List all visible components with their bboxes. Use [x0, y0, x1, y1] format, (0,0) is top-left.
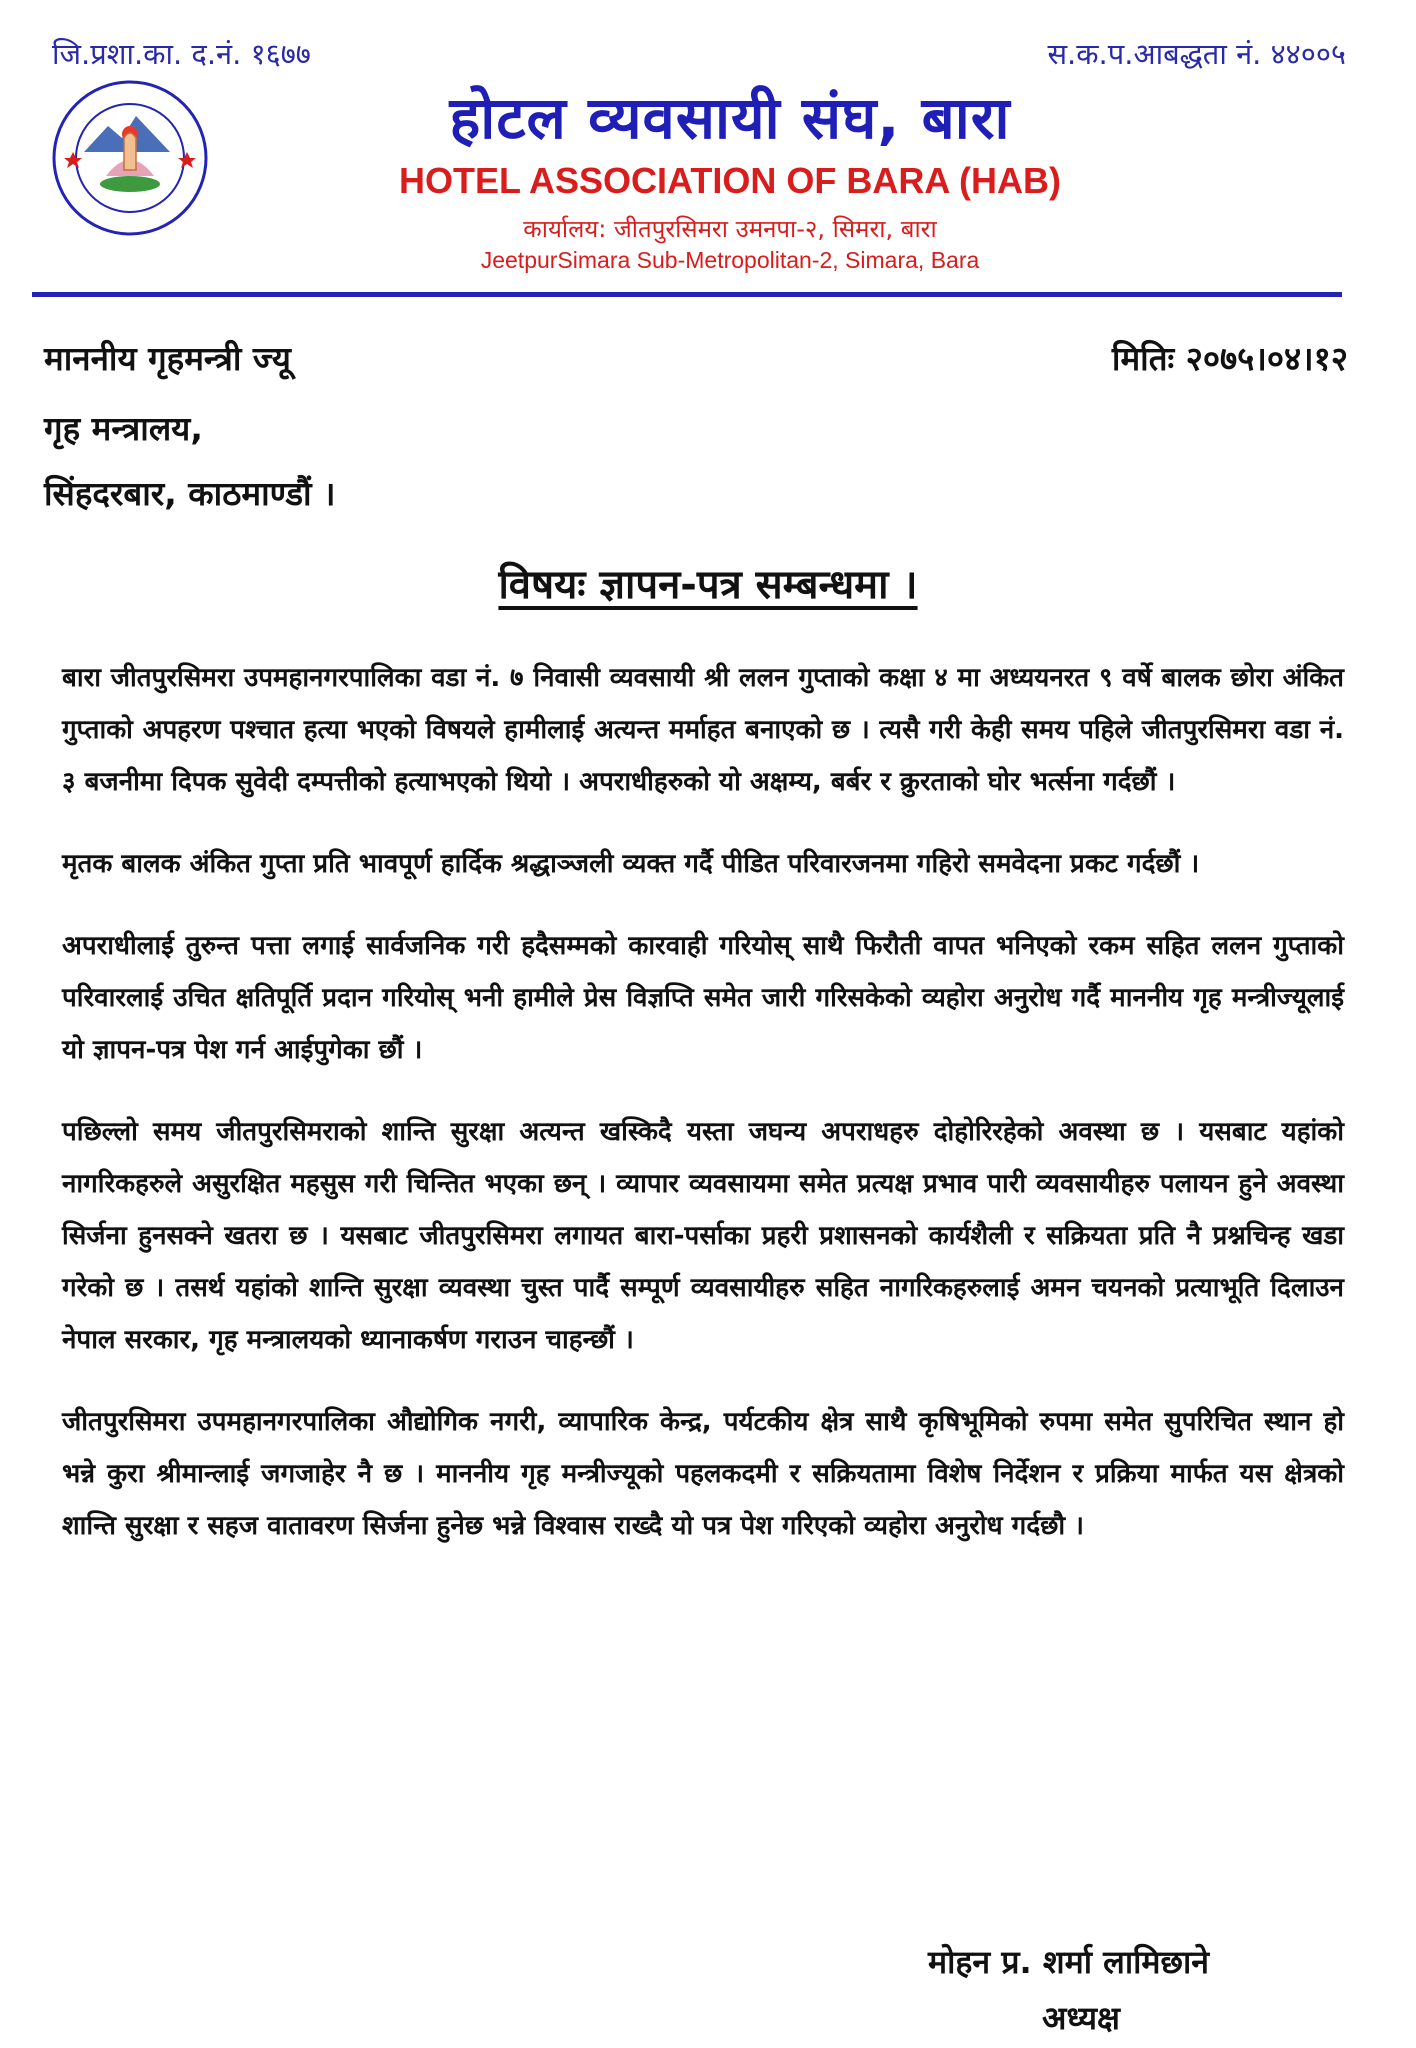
- letter-body: [62, 652, 1344, 1582]
- signatory-title: अध्यक्ष: [1042, 1999, 1120, 2037]
- registration-number: जि.प्रशा.का. द.नं. १६७७: [52, 37, 311, 71]
- office-address-nepali: कार्यालय: जीतपुरसिमरा उमनपा-२, सिमरा, बारा: [523, 215, 937, 243]
- recipient-line-1: माननीय गृहमन्त्री ज्यू: [44, 339, 291, 378]
- association-logo: [50, 78, 210, 238]
- subject-text: विषयः ज्ञापन-पत्र सम्बन्धमा ।: [498, 562, 918, 608]
- body-paragraph-4: पछिल्लो समय जीतपुरसिमराको शान्ति सुरक्षा अत्यन्त खस्किदै यस्ता जघन्य अपराधहरु दोहोरिरहेको अवस्था छ । यसबाट यहांको नागरिकहरुले असुरक्षित महसुस गरी चिन्तित भएका छन् । व्यापार व्यवसायमा समेत प्रत्यक्ष प्रभाव पारी व्यवसायीहरु पलायन हुने अवस्था सिर्जना हुनसक्ने खतरा छ । यसबाट जीतपुरसिमरा लगायत बारा-पर्साका प्रहरी प्रशासनको कार्यशैली र सक्रियता प्रति नै प्रश्नचिन्ह खडा गरेको छ । तसर्थ यहांको शान्ति सुरक्षा व्यवस्था चुस्त पार्दै सम्पूर्ण व्यवसायीहरु सहित नागरिकहरुलाई अमन चयनको प्रत्याभूति दिलाउन नेपाल सरकार, गृह मन्त्रालयको ध्यानाकर्षण गराउन चाहन्छौं ।: [62, 1117, 1344, 1355]
- body-paragraph-1: बारा जीतपुरसिमरा उपमहानगरपालिका वडा नं. ७ निवासी व्यवसायी श्री ललन गुप्ताको कक्षा ४ मा अध्ययनरत ९ वर्षे बालक छोरा अंकित गुप्ताको अपहरण पश्चात हत्या भएको विषयले हामीलाई अत्यन्त मर्माहत बनाएको छ । त्यसै गरी केही समय पहिले जीतपुरसिमरा वडा नं. ३ बजनीमा दिपक सुवेदी दम्पत्तीको हत्याभएको थियो । अपराधीहरुको यो अक्षम्य, बर्बर र क्रुरताको घोर भर्त्सना गर्दछौं ।: [62, 663, 1344, 797]
- recipient-line-2: गृह मन्त्रालय,: [44, 409, 203, 448]
- body-paragraph-2: मृतक बालक अंकित गुप्ता प्रति भावपूर्ण हार्दिक श्रद्धाञ्जली व्यक्त गर्दै पीडित परिवारजनमा गहिरो समवेदना प्रकट गर्दछौं ।: [62, 849, 1200, 879]
- body-paragraph-3: अपराधीलाई तुरुन्त पत्ता लगाई सार्वजनिक गरी हदैसम्मको कारवाही गरियोस् साथै फिरौती वापत भनिएको रकम सहित ललन गुप्ताको परिवारलाई उचित क्षतिपूर्ति प्रदान गरियोस् भनी हामीले प्रेस विज्ञप्ति समेत जारी गरिसकेको व्यहोरा अनुरोध गर्दै माननीय गृह मन्त्रीज्यूलाई यो ज्ञापन-पत्र पेश गर्न आईपुगेका छौं ।: [62, 931, 1344, 1065]
- recipient-line-3: सिंहदरबार, काठमाण्डौं ।: [44, 474, 336, 513]
- org-name-english: HOTEL ASSOCIATION OF BARA (HAB): [399, 160, 1061, 201]
- header-divider: [32, 292, 1342, 297]
- org-name-nepali: होटल व्यवसायी संघ, बारा: [449, 84, 1011, 152]
- body-paragraph-5: जीतपुरसिमरा उपमहानगरपालिका औद्योगिक नगरी, व्यापारिक केन्द्र, पर्यटकीय क्षेत्र साथै कृषिभूमिको रुपमा समेत सुपरिचित स्थान हो भन्ने कुरा श्रीमान्लाई जगजाहेर नै छ । माननीय गृह मन्त्रीज्यूको पहलकदमी र सक्रियतामा विशेष निर्देशन र प्रक्रिया मार्फत यस क्षेत्रको शान्ति सुरक्षा र सहज वातावरण सिर्जना हुनेछ भन्ने विश्वास राख्दै यो पत्र पेश गरिएको व्यहोरा अनुरोध गर्दछौ ।: [62, 1407, 1344, 1541]
- subject-line: [0, 555, 1416, 610]
- affiliation-number: स.क.प.आबद्धता नं. ४४००५: [1047, 37, 1346, 71]
- office-address-english: JeetpurSimara Sub-Metropolitan-2, Simara, Bara: [480, 247, 980, 273]
- letter-date: मितिः २०७५।०४।१२: [1111, 339, 1348, 378]
- signatory-name: मोहन प्र. शर्मा लामिछाने: [928, 1943, 1210, 1981]
